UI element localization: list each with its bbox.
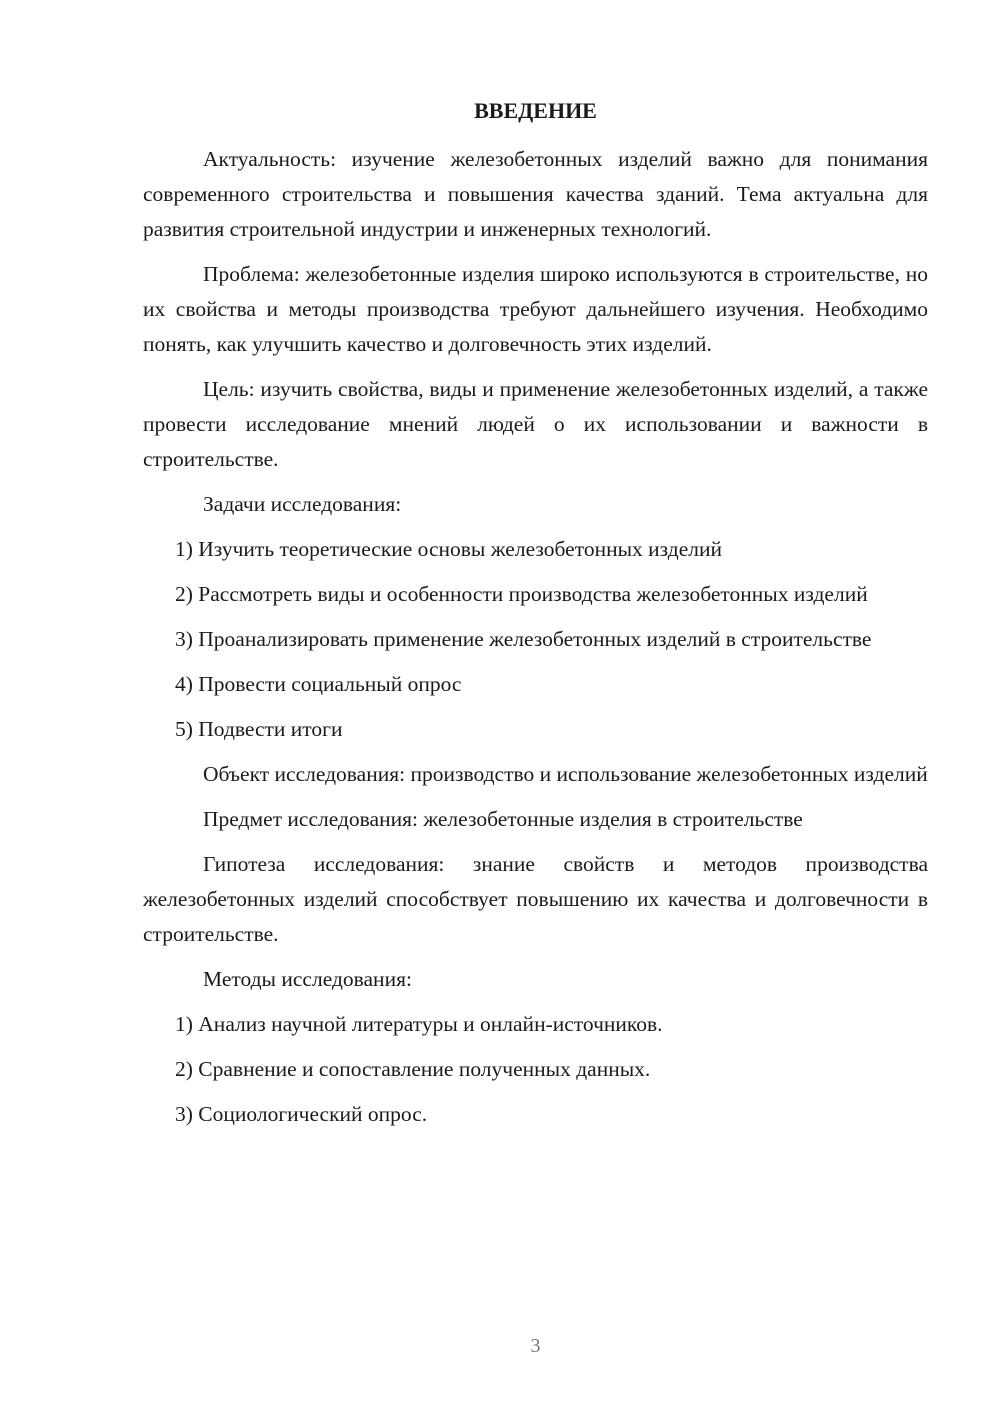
paragraph-methods-heading: Методы исследования: [203, 967, 412, 991]
list-item-task-3: 3) Проанализировать применение железобетонных изделий в строительстве [175, 627, 872, 651]
document-page [143, 0, 928, 1414]
paragraph-goal: Цель: изучить свойства, виды и применение железобетонных изделий, а также провести исследование мнений людей о их использовании и важности в строительстве. [143, 377, 928, 471]
list-item-task-1: 1) Изучить теоретические основы железобетонных изделий [175, 537, 722, 561]
paragraph-object: Объект исследования: производство и использование железобетонных изделий [203, 762, 928, 786]
list-item-task-2: 2) Рассмотреть виды и особенности производства железобетонных изделий [175, 582, 868, 606]
list-item-task-4: 4) Провести социальный опрос [175, 672, 462, 696]
paragraph-tasks-heading: Задачи исследования: [203, 492, 402, 516]
document-body [143, 142, 928, 1142]
page-title: ВВЕДЕНИЕ [474, 98, 597, 123]
list-item-method-3: 3) Социологический опрос. [175, 1102, 428, 1126]
paragraph-subject: Предмет исследования: железобетонные изделия в строительстве [203, 807, 803, 831]
list-item-method-1: 1) Анализ научной литературы и онлайн-источников. [175, 1012, 663, 1036]
list-item-method-2: 2) Сравнение и сопоставление полученных данных. [175, 1057, 651, 1081]
list-item-task-5: 5) Подвести итоги [175, 717, 343, 741]
paragraph-hypothesis: Гипотеза исследования: знание свойств и методов производства железобетонных изделий способствует повышению их качества и долговечности в строительстве. [143, 852, 928, 946]
page-number: 3 [530, 1335, 541, 1357]
paragraph-relevance: Актуальность: изучение железобетонных изделий важно для понимания современного строительства и повышения качества зданий. Тема актуальна для развития строительной индустрии и инженерных технологий. [143, 147, 928, 241]
paragraph-problem: Проблема: железобетонные изделия широко используются в строительстве, но их свойства и методы производства требуют дальнейшего изучения. Необходимо понять, как улучшить качество и долговечность этих изделий. [143, 262, 928, 356]
